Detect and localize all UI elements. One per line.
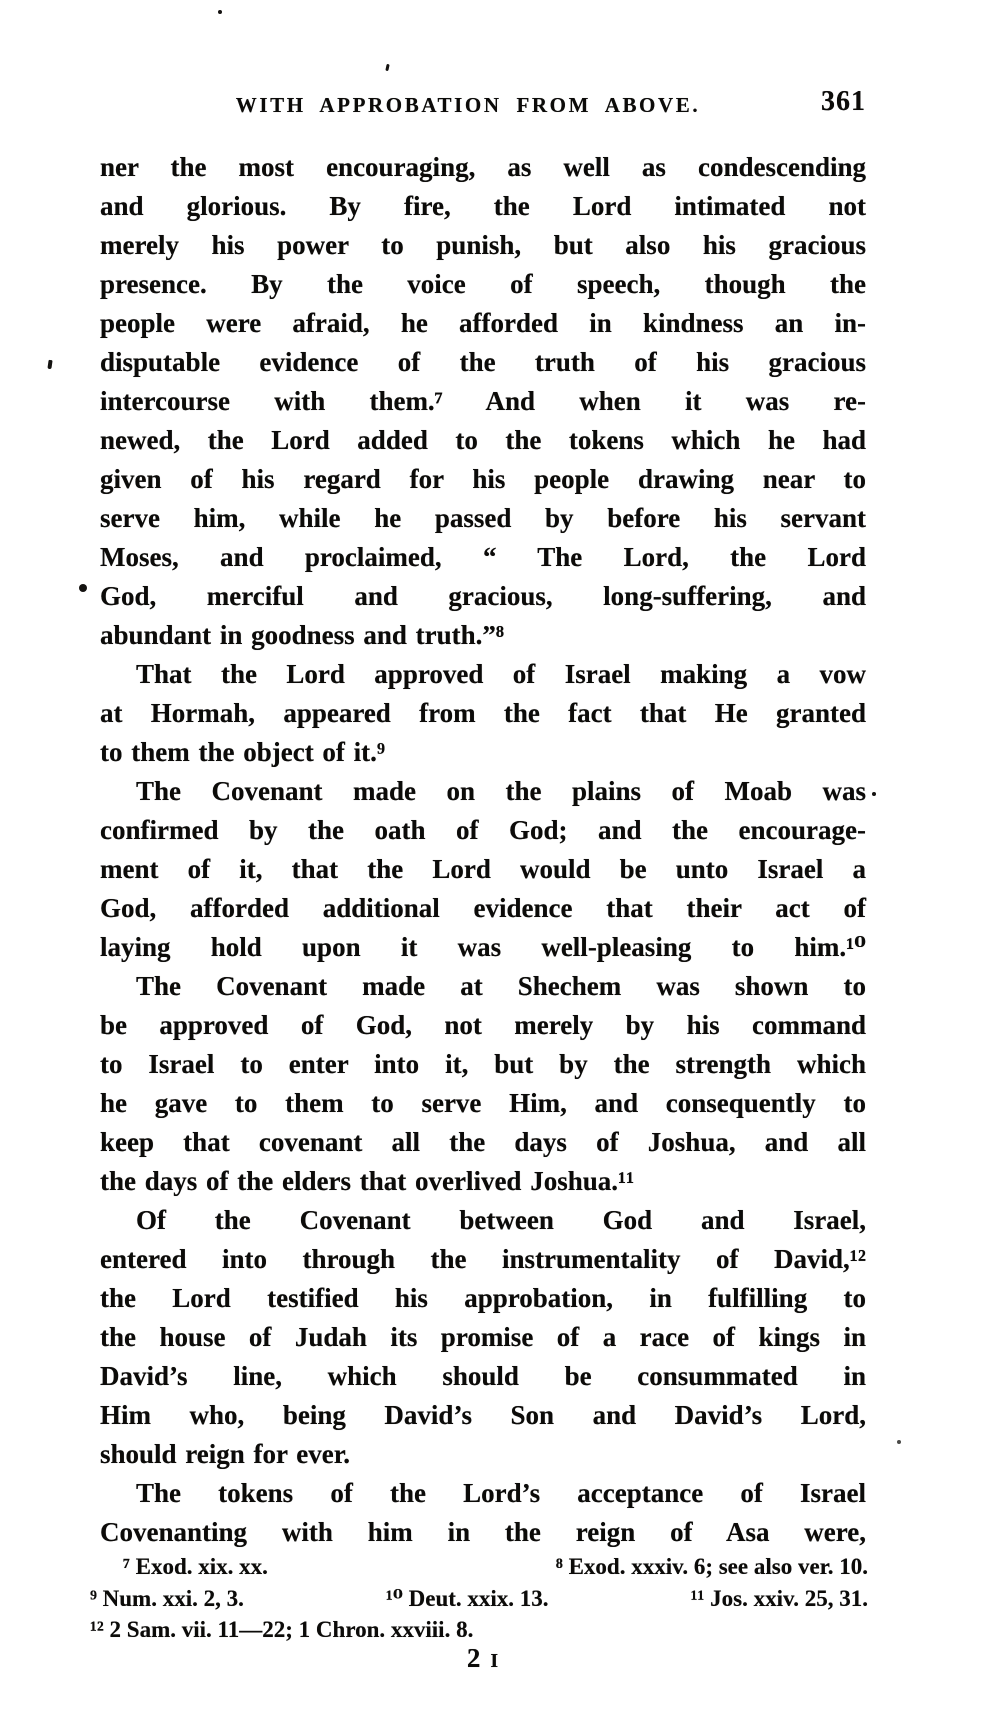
body-line: ner the most encouraging, as well as condescending bbox=[100, 152, 866, 182]
body-line: God, afforded additional evidence that their act of bbox=[100, 893, 866, 923]
body-line: presence. By the voice of speech, though the bbox=[100, 269, 866, 299]
body-line: abundant in goodness and truth.”⁸ bbox=[100, 620, 504, 650]
body-line: confirmed by the oath of God; and the encourage- bbox=[100, 815, 866, 845]
body-line: newed, the Lord added to the tokens which he had bbox=[100, 425, 866, 455]
scan-artifact bbox=[218, 10, 222, 14]
body-line: keep that covenant all the days of Joshua, and all bbox=[100, 1127, 866, 1157]
body-line: entered into through the instrumentality of David,¹² bbox=[100, 1244, 866, 1274]
body-line: he gave to them to serve Him, and consequently to bbox=[100, 1088, 866, 1118]
body-line: Him who, being David’s Son and David’s Lord, bbox=[100, 1400, 866, 1430]
body-text bbox=[100, 148, 866, 1552]
footnotes bbox=[90, 1551, 868, 1646]
footnote-line bbox=[90, 1551, 868, 1583]
page-number: 361 bbox=[821, 86, 866, 117]
body-line: Moses, and proclaimed, “ The Lord, the Lord bbox=[100, 542, 866, 572]
body-line: the days of the elders that overlived Joshua.¹¹ bbox=[100, 1166, 635, 1196]
body-line: and glorious. By fire, the Lord intimated not bbox=[100, 191, 866, 221]
body-line: laying hold upon it was well-pleasing to him.¹⁰ bbox=[100, 932, 866, 962]
body-line: David’s line, which should be consummated in bbox=[100, 1361, 866, 1391]
footnote-entry: ⁸ Exod. xxxiv. 6; see also ver. 10. bbox=[555, 1554, 868, 1579]
footnote-entry: ⁷ Exod. xix. xx. bbox=[123, 1554, 268, 1579]
body-line: to them the object of it.⁹ bbox=[100, 737, 386, 767]
body-line: The Covenant made at Shechem was shown to bbox=[136, 971, 866, 1001]
signature-mark bbox=[100, 1643, 866, 1674]
body-line: merely his power to punish, but also his gracious bbox=[100, 230, 866, 260]
scan-artifact bbox=[897, 1440, 901, 1444]
footnote-entry: ¹¹ Jos. xxiv. 25, 31. bbox=[690, 1585, 868, 1611]
body-line: serve him, while he passed by before his servant bbox=[100, 503, 866, 533]
body-line: should reign for ever. bbox=[100, 1439, 351, 1469]
body-line: disputable evidence of the truth of his gracious bbox=[100, 347, 866, 377]
body-line: Of the Covenant between God and Israel, bbox=[136, 1205, 866, 1235]
body-line: God, merciful and gracious, long-suffering, and bbox=[100, 581, 866, 611]
footnote-entry: ¹⁰ Deut. xxix. 13. bbox=[385, 1585, 549, 1611]
body-line: ment of it, that the Lord would be unto Israel a bbox=[100, 854, 866, 884]
body-line: The Covenant made on the plains of Moab was bbox=[136, 776, 866, 806]
body-line: intercourse with them.⁷ And when it was re- bbox=[100, 386, 866, 416]
body-line: to Israel to enter into it, but by the strength which bbox=[100, 1049, 866, 1079]
scan-artifact bbox=[872, 792, 876, 796]
footnote-entry: ¹² 2 Sam. vii. 11—22; 1 Chron. xxviii. 8. bbox=[90, 1617, 474, 1642]
body-line: the Lord testified his approbation, in fulfilling to bbox=[100, 1283, 866, 1313]
body-line: people were afraid, he afforded in kindness an in- bbox=[100, 308, 866, 338]
body-line: be approved of God, not merely by his command bbox=[100, 1010, 866, 1040]
scan-artifact bbox=[385, 64, 389, 71]
running-header bbox=[100, 88, 866, 122]
footnote-line bbox=[90, 1614, 868, 1646]
body-line: That the Lord approved of Israel making a vow bbox=[136, 659, 866, 689]
body-line: at Hormah, appeared from the fact that He granted bbox=[100, 698, 866, 728]
body-line: The tokens of the Lord’s acceptance of Israel bbox=[136, 1478, 866, 1508]
body-line: given of his regard for his people drawing near to bbox=[100, 464, 866, 494]
body-line: Covenanting with him in the reign of Asa were, bbox=[100, 1517, 866, 1547]
scan-artifact bbox=[47, 360, 52, 369]
scan-artifact bbox=[79, 584, 87, 592]
signature-number: 2 bbox=[466, 1643, 481, 1673]
footnote-entry: ⁹ Num. xxi. 2, 3. bbox=[90, 1585, 244, 1611]
signature-letter: I bbox=[490, 1650, 500, 1672]
footnote-line bbox=[90, 1583, 868, 1615]
body-line: the house of Judah its promise of a race of kings in bbox=[100, 1322, 866, 1352]
running-title: WITH APPROBATION FROM ABOVE. bbox=[235, 93, 701, 117]
